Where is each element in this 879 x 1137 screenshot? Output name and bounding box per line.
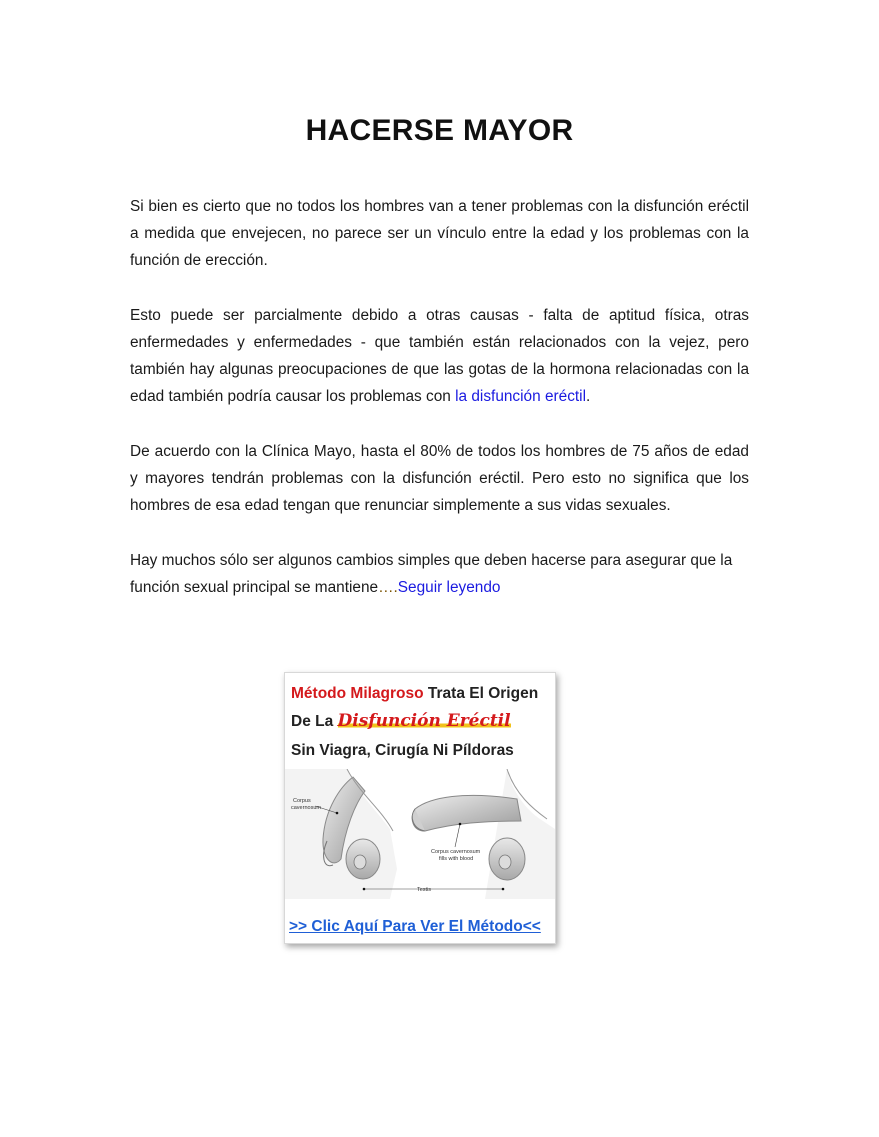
paragraph-3: De acuerdo con la Clínica Mayo, hasta el 80% de todos los hombres de 75 años de edad y mayores tendrán problemas con la disfunción eréctil. Pero esto no significa que los hombres de esa edad tengan que renunciar simplemente a sus vidas sexuales. <box>130 442 749 515</box>
article-body <box>130 193 749 628</box>
erectile-dysfunction-link[interactable]: la disfunción eréctil <box>455 388 586 406</box>
ad-headline-3: Sin Viagra, Cirugía Ni Píldoras <box>291 742 514 759</box>
flaccid-diagram <box>285 769 397 899</box>
page-title: HACERSE MAYOR <box>305 114 574 147</box>
label-fills-2: fills with blood <box>439 856 474 862</box>
paragraph-2 <box>130 302 749 411</box>
paragraph-2-text: Esto puede ser parcialmente debido a otras causas - falta de aptitud física, otras enfermedades y enfermedades - que también están relacionados con la vejez, pero también hay algunas preocupaciones de que las gotas de la hormona relacionadas con la edad también podría causar los problemas con <box>130 306 749 406</box>
ad-headline-1 <box>291 685 538 703</box>
paragraph-1: Si bien es cierto que no todos los hombres van a tener problemas con la disfunción eréctil a medida que envejecen, no parece ser un vínculo entre la edad y los problemas con la función de erección. <box>130 198 749 270</box>
label-corpus-2: cavernosum <box>291 805 321 811</box>
ad-headline-2 <box>291 711 511 731</box>
label-fills-1: Corpus cavernosum <box>431 849 481 855</box>
ad-headline-prefix: De La <box>291 713 338 730</box>
erect-diagram <box>412 769 555 899</box>
paragraph-2-end: . <box>586 388 591 406</box>
read-more-link[interactable]: Seguir leyendo <box>397 578 501 596</box>
paragraph-4 <box>130 547 749 601</box>
label-testis: Testis <box>417 887 432 893</box>
leader-line <box>455 824 460 847</box>
ad-cta-link[interactable]: >> Clic Aquí Para Ver El Método<< <box>289 918 541 935</box>
paragraph-4-ellipsis: …. <box>378 578 398 596</box>
ad-headline-rest: Trata El Origen <box>423 685 539 702</box>
label-corpus-1: Corpus <box>293 798 311 804</box>
ad-headline-red: Método Milagroso <box>291 685 424 702</box>
paragraph-4-text: Hay muchos sólo ser algunos cambios simples que deben hacerse para asegurar que la función sexual principal se mantiene <box>130 551 733 596</box>
anatomy-illustration <box>285 769 555 914</box>
ad-headline-script: Disfunción Eréctil <box>337 711 511 731</box>
ad-banner[interactable] <box>284 672 556 944</box>
